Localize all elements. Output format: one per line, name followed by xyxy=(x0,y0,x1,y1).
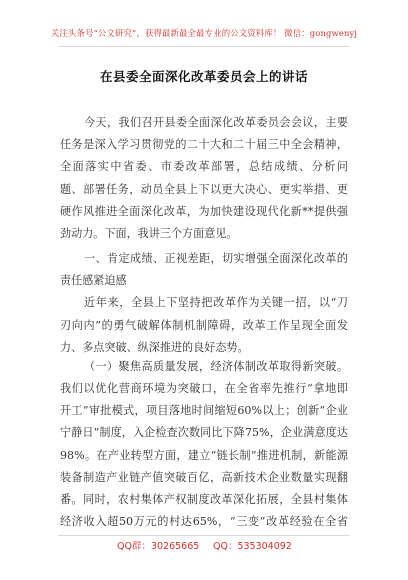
body-line: 硬作风推进全面深化改革，为加快建设现代化新**提供强 xyxy=(60,205,348,218)
body-line: 劲动力。下面，我讲三个方面意见。 xyxy=(60,227,238,240)
body-line: 力、多点突破、纵深推进的良好态势。 xyxy=(60,341,249,354)
body-line: 开工”审批模式，项目落地时间缩短60%以上；创新“企业 xyxy=(60,404,348,417)
section-heading: 责任感紧迫感 xyxy=(60,274,127,287)
body-line: 题、部署任务，动员全县上下以更大决心、更实举措、更 xyxy=(60,183,348,196)
subsection-heading: （一）聚焦高质量发展，经济体制改革取得新突破。 xyxy=(84,360,348,373)
header-divider xyxy=(58,46,349,47)
body-line: 任务是深入学习贯彻党的二十大和二十届三中全会精神， xyxy=(60,138,348,151)
body-line: 近年来，全县上下坚持把改革作为关键一招，以“刀 xyxy=(84,296,348,309)
body-line: 宁静日”制度，入企检查次数同比下降75%，企业满意度达 xyxy=(60,426,348,439)
body-line: 今天，我们召开县委全面深化改革委员会会议，主要 xyxy=(84,116,348,129)
body-line: 番。同时，农村集体产权制度改革深化拓展，全县村集体 xyxy=(60,493,348,506)
document-title: 在县委全面深化改革委员会上的讲话 xyxy=(99,69,308,84)
body-line: 装备制造产业链产值突破百亿，高新技术企业数量实现翻 xyxy=(60,471,348,484)
section-heading: 一、肯定成绩、正视差距，切实增强全面深化改革的 xyxy=(84,252,348,265)
footer-divider xyxy=(58,535,349,536)
body-line: 刃向内”的勇气破解体制机制障碍，改革工作呈现全面发 xyxy=(60,319,348,332)
body-line: 我们以优化营商环境为突破口，在全省率先推行“拿地即 xyxy=(60,382,348,395)
footer-qq-contact: QQ：535304092 xyxy=(213,541,292,552)
body-line: 全面落实中省委、市委改革部署，总结成绩、分析问 xyxy=(60,160,348,173)
body-line: 经济收入超50万元的村达65%，“三变”改革经验在全省 xyxy=(60,515,348,528)
footer-qq-group: QQ群：30265665 xyxy=(117,541,200,552)
body-line: 98%。在产业转型方面，建立“链长制”推进机制，新能源 xyxy=(60,449,348,462)
header-banner: 关注头条号“公文研究”，获得最新最全最专业的公文资料库！ 微信：gongwenyj xyxy=(50,28,358,38)
